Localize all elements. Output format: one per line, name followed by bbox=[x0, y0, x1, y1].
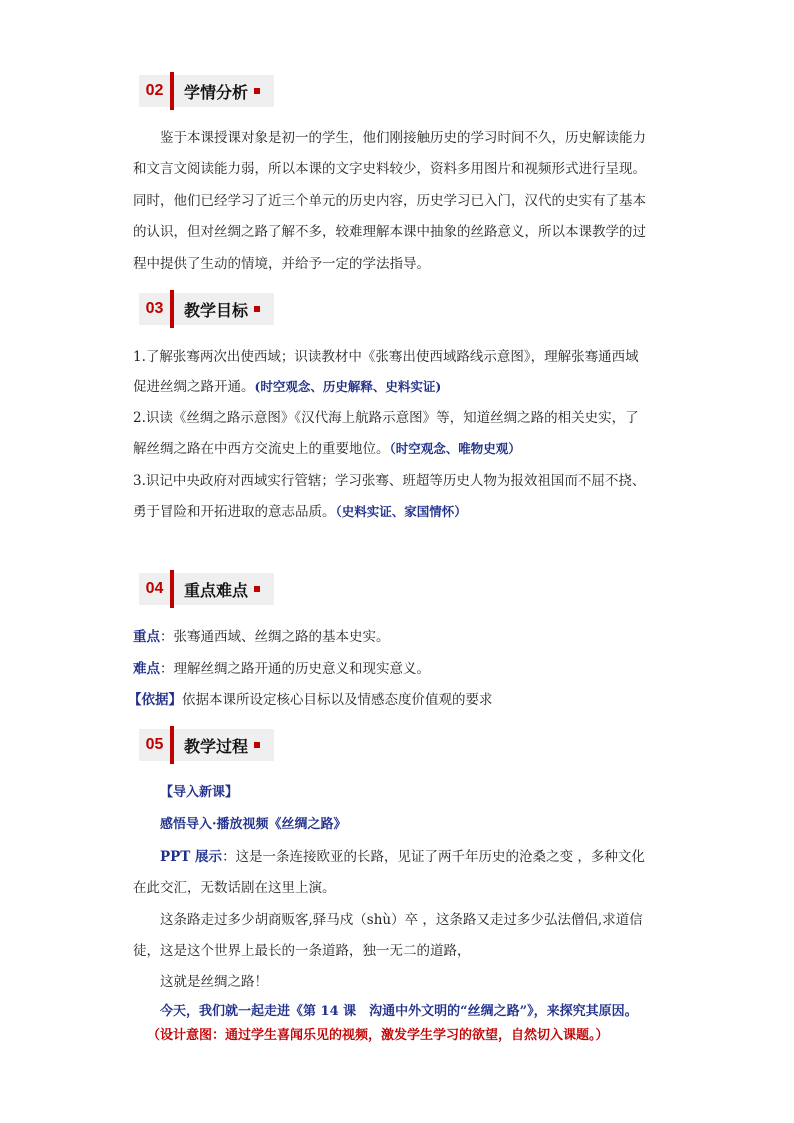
red-square-icon bbox=[254, 306, 260, 312]
analysis-line-3: 同时，他们已经学习了近三个单元的历史内容，历史学习已入门，汉代的史实有了基本 bbox=[133, 193, 646, 209]
difficulty-line bbox=[133, 659, 430, 679]
ppt-line-1 bbox=[160, 847, 645, 867]
analysis-line-4: 的认识，但对丝绸之路了解不多，较难理解本课中抽象的丝路意义，所以本课教学的过 bbox=[133, 224, 646, 240]
goal-1-line-1: 1.了解张骞两次出使西域；识读教材中《张骞出使西域路线示意图》，理解张骞通西域 bbox=[133, 349, 639, 365]
section-title-text: 教学过程 bbox=[184, 736, 249, 756]
section-title bbox=[174, 729, 274, 761]
section-title-text: 学情分析 bbox=[184, 82, 249, 102]
goal-1-text: 促进丝绸之路开通。 bbox=[133, 379, 255, 395]
goal-2-text: 解丝绸之路在中西方交流史上的重要地位。 bbox=[133, 441, 390, 457]
section-number: 04 bbox=[139, 573, 170, 605]
difficulty-text: ：理解丝绸之路开通的历史意义和现实意义。 bbox=[160, 661, 430, 677]
key-point-label: 重点 bbox=[133, 629, 160, 645]
ppt-line-2: 在此交汇，无数话剧在这里上演。 bbox=[133, 880, 336, 896]
goal-2-line-1: 2.识读《丝绸之路示意图》《汉代海上航路示意图》等，知道丝绸之路的相关史实，了 bbox=[133, 410, 639, 426]
analysis-line-1: 鉴于本课授课对象是初一的学生，他们刚接触历史的学习时间不久，历史解读能力 bbox=[160, 130, 646, 146]
difficulty-label: 难点 bbox=[133, 661, 160, 677]
section-title-text: 教学目标 bbox=[184, 300, 249, 320]
goal-3-line-2 bbox=[133, 502, 467, 522]
red-square-icon bbox=[254, 586, 260, 592]
intro-subtitle: 感悟导入·播放视频《丝绸之路》 bbox=[160, 817, 347, 832]
key-point-line bbox=[133, 627, 390, 647]
analysis-line-2: 和文言文阅读能力弱，所以本课的文字史料较少，资料多用图片和视频形式进行呈现。 bbox=[133, 161, 646, 177]
section-header-02 bbox=[139, 72, 274, 110]
para-2-line-1: 这条路走过多少胡商贩客,驿马戍（shù）卒 ，这条路又走过多少弘法僧侣,求道信 bbox=[160, 912, 643, 928]
goal-1-line-2 bbox=[133, 377, 441, 397]
section-header-04 bbox=[139, 570, 274, 608]
section-header-03 bbox=[139, 290, 274, 328]
basis-line bbox=[128, 690, 493, 710]
design-intent: （设计意图：通过学生喜闻乐见的视频，激发学生学习的欲望，自然切入课题。） bbox=[147, 1028, 609, 1043]
intro-title: 【导入新课】 bbox=[160, 785, 239, 800]
today-line: 今天，我们就一起走进《第 14 课 沟通中外文明的“丝绸之路”》，来探究其原因。 bbox=[160, 1004, 638, 1019]
goal-2-tag: （时空观念、唯物史观） bbox=[389, 441, 521, 456]
ppt-text-1: ：这是一条连接欧亚的长路，见证了两千年历史的沧桑之变 ，多种文化 bbox=[222, 849, 645, 865]
goal-3-text: 勇于冒险和开拓进取的意志品质。 bbox=[133, 504, 336, 520]
section-number: 02 bbox=[139, 75, 170, 107]
section-title bbox=[174, 75, 274, 107]
section-number: 05 bbox=[139, 729, 170, 761]
section-title-text: 重点难点 bbox=[184, 580, 249, 600]
section-number: 03 bbox=[139, 293, 170, 325]
goal-1-tag: (时空观念、历史解释、史料实证) bbox=[254, 379, 442, 394]
goal-3-tag: （史料实证、家国情怀） bbox=[335, 504, 467, 519]
ppt-label: PPT 展示 bbox=[160, 849, 223, 865]
red-square-icon bbox=[254, 742, 260, 748]
para-3: 这就是丝绸之路！ bbox=[160, 974, 268, 990]
goal-2-line-2 bbox=[133, 439, 521, 459]
key-point-text: ：张骞通西域、丝绸之路的基本史实。 bbox=[160, 629, 390, 645]
section-title bbox=[174, 573, 274, 605]
basis-text: 依据本课所设定核心目标以及情感态度价值观的要求 bbox=[182, 692, 493, 708]
red-square-icon bbox=[254, 88, 260, 94]
analysis-line-5: 程中提供了生动的情境，并给予一定的学法指导。 bbox=[133, 256, 430, 272]
section-header-05 bbox=[139, 726, 274, 764]
para-2-line-2: 徒，这是这个世界上最长的一条道路，独一无二的道路， bbox=[133, 943, 471, 959]
basis-label: 【依据】 bbox=[128, 692, 182, 708]
section-title bbox=[174, 293, 274, 325]
goal-3-line-1: 3.识记中央政府对西域实行管辖；学习张骞、班超等历史人物为报效祖国而不屈不挠、 bbox=[133, 473, 646, 489]
